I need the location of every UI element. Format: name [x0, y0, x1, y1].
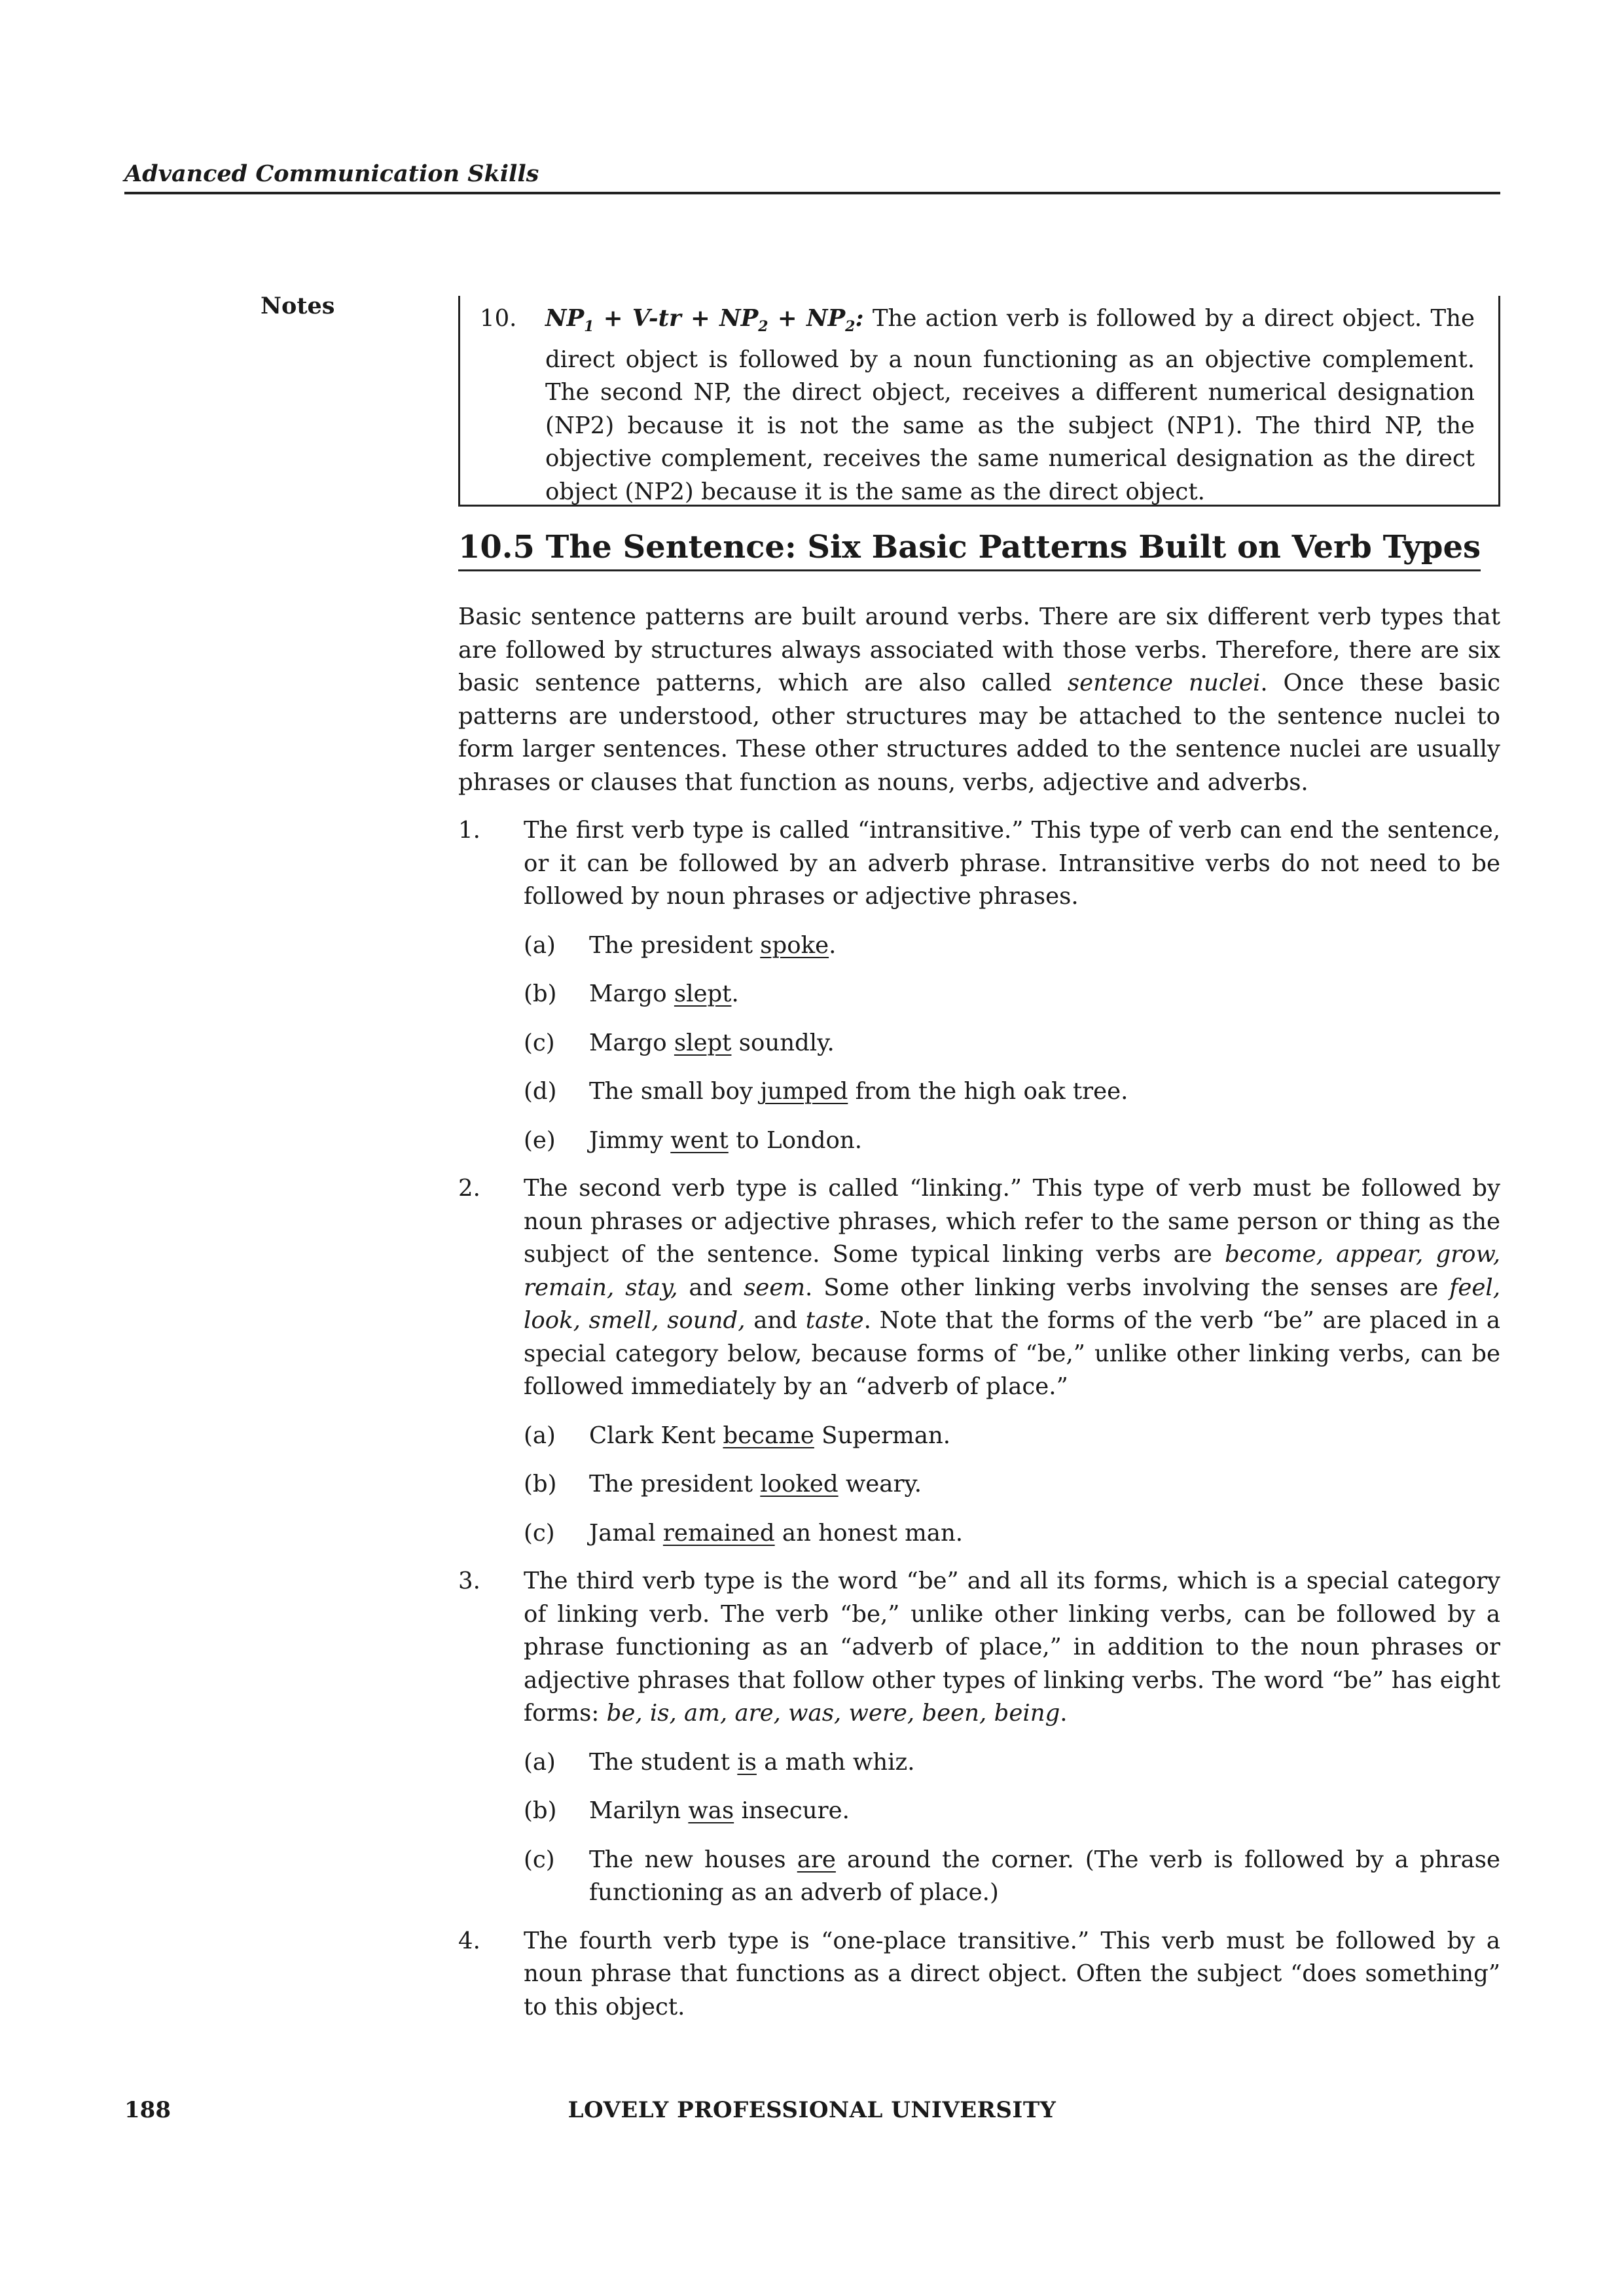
example-text: Margo slept. — [589, 980, 739, 1007]
example-label: (c) — [524, 1519, 555, 1547]
pattern-text: The action verb is followed by a direct object. The direct object is followed by a noun functioning as an objective complement. The second NP, the direct object, receives a different numerical designation (NP2) because it is not the same as the subject (NP1). The third NP, the objective complement, receives the same numerical designation as the direct object (NP2) because it is the same as the direct object. — [545, 305, 1475, 505]
example-text: Marilyn was insecure. — [589, 1797, 850, 1824]
example-verb: jumped — [760, 1078, 848, 1105]
example-item — [524, 1746, 1500, 1780]
example-label: (a) — [524, 931, 556, 959]
pattern-body — [545, 302, 1475, 509]
example-text: The small boy jumped from the high oak tree. — [589, 1078, 1128, 1105]
formula-vtr: + V-tr + NP — [594, 305, 759, 332]
example-item — [524, 1795, 1500, 1828]
footer-publisher: LOVELY PROFESSIONAL UNIVERSITY — [568, 2097, 1056, 2123]
formula-np-plus: + NP — [768, 305, 846, 332]
example-item — [524, 1517, 1500, 1551]
example-text: The president looked weary. — [589, 1471, 922, 1498]
list-item — [458, 1925, 1500, 2024]
intro-paragraph — [458, 601, 1500, 799]
example-item — [524, 978, 1500, 1011]
intro-text-1: Basic sentence patterns are built around verbs. There are six different verb types that are followed by structures always associated with those verbs. Therefore, there are six basic sentence patterns, which are also called — [458, 603, 1500, 696]
example-verb: looked — [760, 1471, 839, 1498]
formula-sub-3: 2 — [845, 318, 856, 336]
example-label: (b) — [524, 1471, 557, 1498]
section-content — [458, 601, 1500, 2024]
pattern-formula — [545, 305, 864, 336]
example-item — [524, 1075, 1500, 1109]
example-label: (c) — [524, 1846, 555, 1873]
item-number: 4. — [458, 1927, 480, 1954]
intro-text-2: . Once these basic patterns are understood, other structures may be attached to the sentence nuclei to form larger sentences. These other structures added to the sentence nuclei are usually phrases or clauses that function as nouns, verbs, adjective and adverbs. — [458, 670, 1500, 796]
example-text: Clark Kent became Superman. — [589, 1422, 951, 1449]
example-item — [524, 1844, 1500, 1910]
section-title: 10.5 The Sentence: Six Basic Patterns Built on Verb Types — [458, 528, 1481, 571]
example-label: (e) — [524, 1126, 556, 1154]
example-item — [524, 1027, 1500, 1060]
header-rule — [124, 192, 1500, 194]
example-verb: was — [688, 1797, 734, 1824]
example-item — [524, 1468, 1500, 1501]
example-verb: went — [670, 1126, 729, 1154]
notes-label: Notes — [261, 293, 335, 319]
item-text: The third verb type is the word “be” and all its forms, which is a special category of linking verb. The verb “be,” unlike other linking verbs, can be followed by a phrase functioning as an “adverb of place,” in addition to the noun phrases or adjective phrases that follow other types of linking verbs. The word “be” has eight forms: be, is, am, are, was, were, been, being. — [524, 1568, 1500, 1727]
formula-colon: : — [855, 305, 864, 332]
example-text: The student is a math whiz. — [589, 1748, 915, 1776]
item-text: The fourth verb type is “one-place transitive.” This verb must be followed by a noun phrase that functions as a direct object. Often the subject “does something” to this object. — [524, 1927, 1500, 2020]
formula-sub-2: 2 — [758, 318, 768, 336]
example-text: Jimmy went to London. — [589, 1126, 863, 1154]
example-verb: became — [723, 1422, 814, 1449]
running-head: Advanced Communication Skills — [124, 160, 539, 187]
item-number: 3. — [458, 1568, 480, 1594]
example-item — [524, 929, 1500, 963]
item-text: The second verb type is called “linking.” This type of verb must be followed by noun phrases or adjective phrases, which refer to the same person or thing as the subject of the sentence. Some typical linking verbs are become, appear, grow, remain, stay, and seem. Some other linking verbs involving the senses are feel, look, smell, sound, and taste. Note that the forms of the verb “be” are placed in a special category below, because forms of “be,” unlike other linking verbs, can be followed immediately by an “adverb of place.” — [524, 1175, 1500, 1400]
formula-sub-1: 1 — [584, 318, 594, 336]
page-number: 188 — [124, 2097, 171, 2123]
list-item — [458, 1172, 1500, 1404]
example-item — [524, 1420, 1500, 1453]
pattern-number: 10. — [480, 305, 517, 332]
list-item — [458, 814, 1500, 914]
intro-term: sentence nuclei — [1067, 670, 1261, 696]
pattern-10 — [480, 302, 1475, 509]
example-verb: spoke — [760, 931, 829, 959]
example-text: The president spoke. — [589, 931, 837, 959]
example-text: Margo slept soundly. — [589, 1029, 835, 1056]
example-text: The new houses are around the corner. (The verb is followed by a phrase functioning as an adverb of place.) — [589, 1846, 1500, 1906]
example-label: (a) — [524, 1422, 556, 1449]
example-label: (d) — [524, 1078, 557, 1105]
example-text: Jamal remained an honest man. — [589, 1519, 964, 1547]
formula-np1: NP — [545, 305, 585, 332]
example-label: (b) — [524, 1797, 557, 1824]
item-number: 1. — [458, 817, 480, 844]
example-verb: are — [797, 1846, 836, 1873]
example-verb: is — [737, 1748, 757, 1776]
example-verb: slept — [674, 980, 732, 1007]
list-item — [458, 1565, 1500, 1731]
pattern-box — [458, 296, 1500, 507]
example-verb: slept — [674, 1029, 732, 1056]
example-label: (c) — [524, 1029, 555, 1056]
item-text: The first verb type is called “intransitive.” This type of verb can end the sentence, or it can be followed by an adverb phrase. Intransitive verbs do not need to be followed by noun phrases or adjective phrases. — [524, 817, 1500, 910]
example-item — [524, 1124, 1500, 1158]
example-label: (a) — [524, 1748, 556, 1776]
item-number: 2. — [458, 1175, 480, 1202]
example-verb: remained — [662, 1519, 775, 1547]
example-label: (b) — [524, 980, 557, 1007]
